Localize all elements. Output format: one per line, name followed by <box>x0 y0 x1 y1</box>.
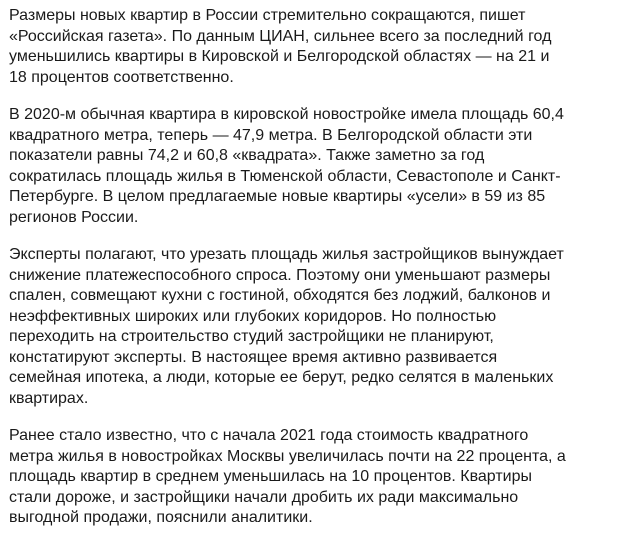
text-line: констатируют эксперты. В настоящее время активно развивается <box>9 348 498 366</box>
text-line: семейная ипотека, а люди, которые ее берут, редко селятся в маленьких <box>9 369 554 386</box>
paragraph-2 <box>9 105 621 228</box>
paragraph-1 <box>9 6 621 88</box>
text-line: Размеры новых квартир в России стремительно сокращаются, пишет <box>9 7 526 24</box>
paragraph-4 <box>9 426 621 529</box>
text-line: стали дороже, и застройщики начали дробить их ради максимально <box>9 488 519 506</box>
paragraph-3 <box>9 245 621 409</box>
text-line: 18 процентов соответственно. <box>9 68 234 86</box>
text-line: Эксперты полагают, что урезать площадь жилья застройщиков вынуждает <box>9 246 564 263</box>
text-line: неэффективных широких или глубоких коридоров. Но полностью <box>9 307 497 325</box>
text-line: регионов России. <box>9 208 139 226</box>
text-line: показатели равны 74,2 и 60,8 «квадрата». Также заметно за год <box>9 147 485 164</box>
text-line: «Российская газета». По данным ЦИАН, сильнее всего за последний год <box>9 27 552 45</box>
text-line: Ранее стало известно, что с начала 2021 года стоимость квадратного <box>9 427 529 444</box>
text-line: метра жилья в новостройках Москвы увеличилась почти на 22 процента, а <box>9 447 566 465</box>
text-line: выгодной продажи, пояснили аналитики. <box>9 509 313 526</box>
text-line: спален, совмещают кухни с гостиной, обходятся без лоджий, балконов и <box>9 287 551 304</box>
text-line: Петербурге. В целом предлагаемые новые квартиры «усели» в 59 из 85 <box>9 188 546 205</box>
text-line: квартирах. <box>9 389 89 407</box>
text-line: переходить на строительство студий застройщики не планируют, <box>9 328 494 345</box>
text-line: снижение платежеспособного спроса. Поэтому они уменьшают размеры <box>9 266 551 284</box>
text-line: уменьшились квартиры в Кировской и Белгородской областях — на 21 и <box>9 48 550 65</box>
text-line: квадратного метра, теперь — 47,9 метра. В Белгородской области эти <box>9 126 533 144</box>
text-line: площадь квартир в среднем уменьшилась на 10 процентов. Квартиры <box>9 468 533 485</box>
article-body <box>9 6 621 546</box>
text-line: В 2020-м обычная квартира в кировской новостройке имела площадь 60,4 <box>9 106 564 123</box>
text-line: сократилась площадь жилья в Тюменской области, Севастополе и Санкт- <box>9 167 561 185</box>
